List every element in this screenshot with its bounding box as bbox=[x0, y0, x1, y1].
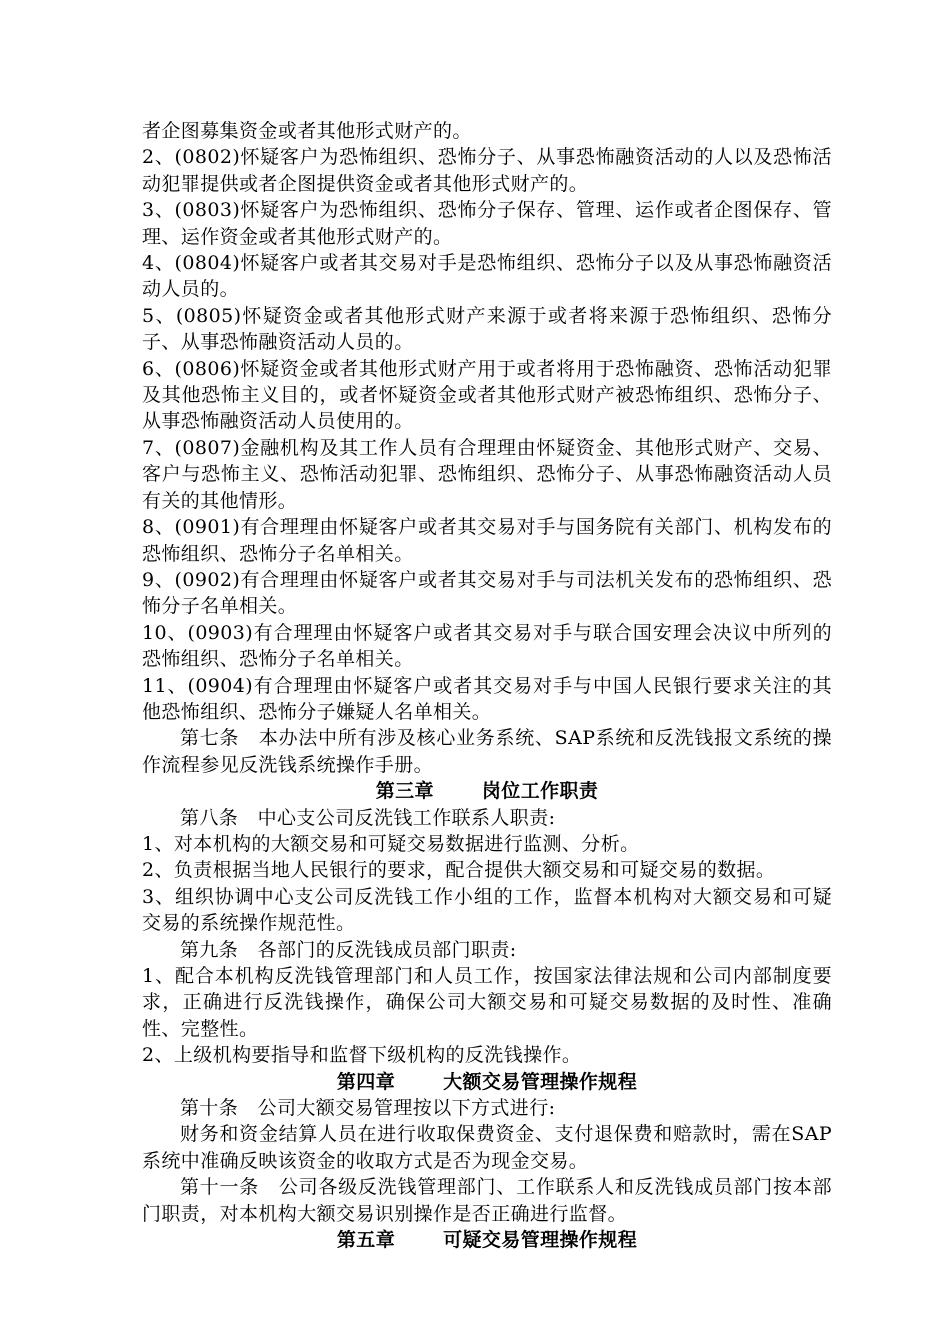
list-item: 3、组织协调中心支公司反洗钱工作小组的工作，监督本机构对大额交易和可疑交易的系统操作规范性。 bbox=[142, 885, 832, 935]
list-item: 2、负责根据当地人民银行的要求，配合提供大额交易和可疑交易的数据。 bbox=[142, 859, 776, 882]
list-item: 1、配合本机构反洗钱管理部门和人员工作，按国家法律法规和公司内部制度要求，正确进行反洗钱操作，确保公司大额交易和可疑交易数据的及时性、准确性、完整性。 bbox=[142, 965, 832, 1040]
list-item: 7、(0807)金融机构及其工作人员有合理理由怀疑资金、其他形式财产、交易、客户与恐怖主义、恐怖活动犯罪、恐怖组织、恐怖分子、从事恐怖融资活动人员有关的其他情形。 bbox=[142, 436, 832, 512]
list-item: 6、(0806)怀疑资金或者其他形式财产用于或者将用于恐怖融资、恐怖活动犯罪及其他恐怖主义目的，或者怀疑资金或者其他形式财产被恐怖组织、恐怖分子、从事恐怖融资活动人员使用的。 bbox=[142, 357, 832, 433]
list-item: 1、对本机构的大额交易和可疑交易数据进行监测、分析。 bbox=[142, 832, 640, 855]
list-item: 11、(0904)有合理理由怀疑客户或者其交易对手与中国人民银行要求关注的其他恐怖组织、恐怖分子嫌疑人名单相关。 bbox=[142, 674, 832, 723]
list-item: 8、(0901)有合理理由怀疑客户或者其交易对手与国务院有关部门、机构发布的恐怖组织、恐怖分子名单相关。 bbox=[142, 516, 832, 565]
chapter-4-number: 第四章 bbox=[336, 1070, 396, 1093]
list-item: 5、(0805)怀疑资金或者其他形式财产来源于或者将来源于恐怖组织、恐怖分子、从事恐怖融资活动人员的。 bbox=[142, 304, 832, 354]
list-item: 3、(0803)怀疑客户为恐怖组织、恐怖分子保存、管理、运作或者企图保存、管理、运作资金或者其他形式财产的。 bbox=[142, 199, 832, 248]
paragraph: 者企图募集资金或者其他形式财产的。 bbox=[142, 120, 472, 142]
chapter-4-heading bbox=[142, 1069, 832, 1095]
article-11: 第十一条 公司各级反洗钱管理部门、工作联系人和反洗钱成员部门按本部门职责，对本机构大额交易识别操作是否正确进行监督。 bbox=[142, 1176, 832, 1225]
article-9: 第九条 各部门的反洗钱成员部门职责: bbox=[180, 938, 517, 961]
document-body bbox=[142, 118, 832, 1253]
chapter-3-number: 第三章 bbox=[375, 780, 434, 803]
chapter-4-title: 大额交易管理操作规程 bbox=[443, 1070, 638, 1093]
article-10: 第十条 公司大额交易管理按以下方式进行: bbox=[180, 1097, 556, 1120]
list-item: 10、(0903)有合理理由怀疑客户或者其交易对手与联合国安理会决议中所列的恐怖组织、恐怖分子名单相关。 bbox=[142, 621, 832, 671]
list-item: 9、(0902)有合理理由怀疑客户或者其交易对手与司法机关发布的恐怖组织、恐怖分子名单相关。 bbox=[142, 568, 832, 618]
chapter-3-title: 岗位工作职责 bbox=[481, 780, 599, 803]
list-item: 2、(0802)怀疑客户为恐怖组织、恐怖分子、从事恐怖融资活动的人以及恐怖活动犯罪提供或者企图提供资金或者其他形式财产的。 bbox=[142, 146, 832, 195]
chapter-5-title: 可疑交易管理操作规程 bbox=[443, 1229, 638, 1252]
chapter-5-number: 第五章 bbox=[336, 1229, 396, 1252]
list-item: 4、(0804)怀疑客户或者其交易对手是恐怖组织、恐怖分子以及从事恐怖融资活动人员的。 bbox=[142, 252, 832, 301]
chapter-3-heading bbox=[142, 778, 832, 804]
chapter-5-heading bbox=[142, 1227, 832, 1253]
article-8: 第八条 中心支公司反洗钱工作联系人职责: bbox=[180, 806, 556, 829]
paragraph: 财务和资金结算人员在进行收取保费资金、支付退保费和赔款时，需在SAP系统中准确反映该资金的收取方式是否为现金交易。 bbox=[142, 1123, 832, 1172]
article-7: 第七条 本办法中所有涉及核心业务系统、SAP系统和反洗钱报文系统的操作流程参见反洗钱系统操作手册。 bbox=[142, 727, 832, 776]
list-item: 2、上级机构要指导和监督下级机构的反洗钱操作。 bbox=[142, 1044, 582, 1067]
